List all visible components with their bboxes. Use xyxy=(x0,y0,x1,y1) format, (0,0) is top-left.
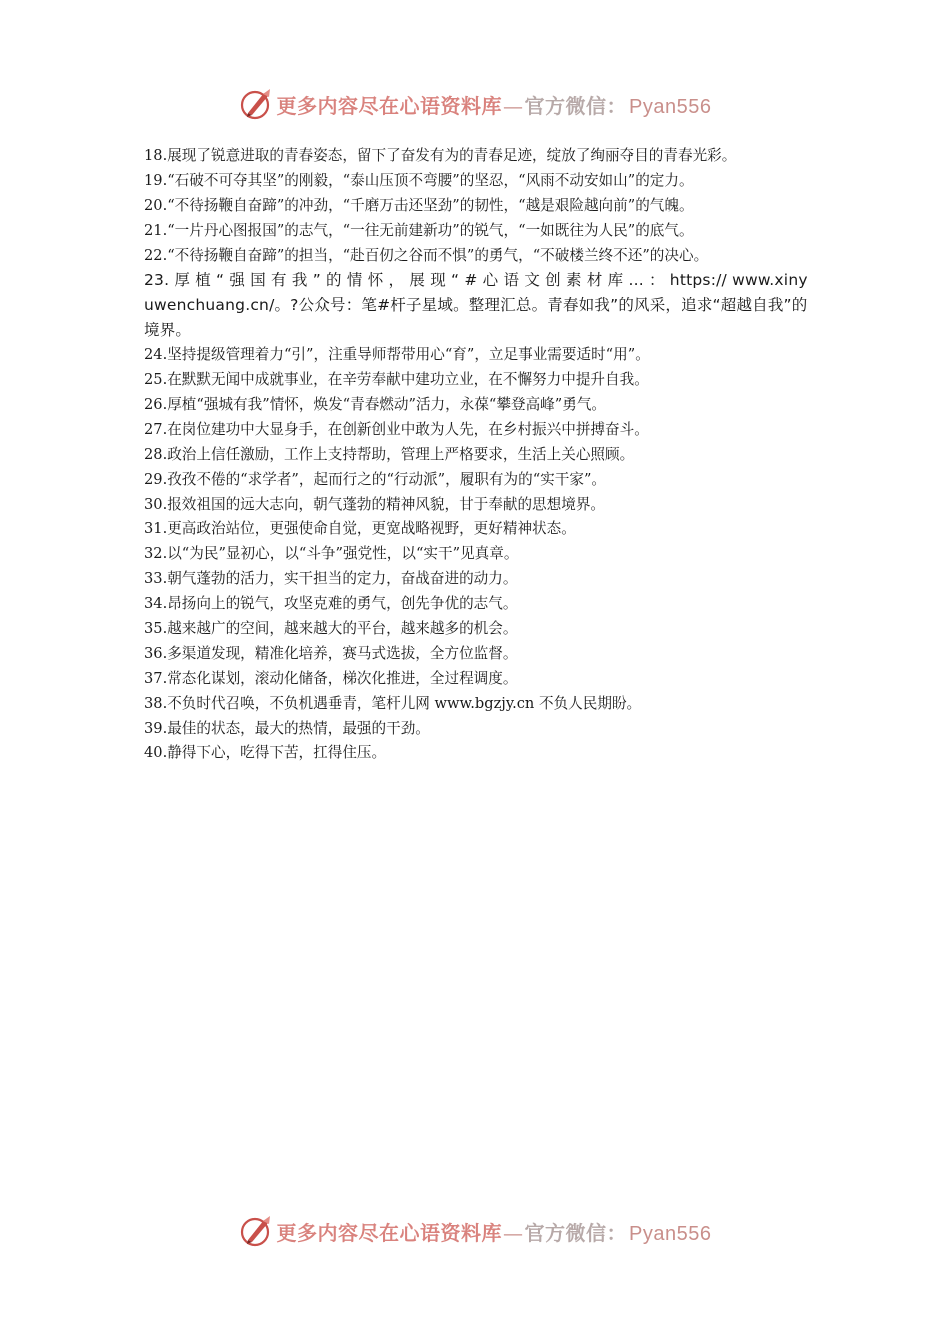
list-item-25: 25.在默默无闻中成就事业，在辛劳奉献中建功立业，在不懈努力中提升自我。 xyxy=(144,371,649,389)
list-item-30: 30.报效祖国的远大志向，朝气蓬勃的精神风貌，甘于奉献的思想境界。 xyxy=(144,495,606,513)
header-title: 更多内容尽在心语资料库 xyxy=(276,93,503,118)
header-banner xyxy=(0,82,950,126)
list-item-28: 28.政治上信任激励，工作上支持帮助，管理上严格要求，生活上关心照顾。 xyxy=(144,445,635,463)
list-item-37: 37.常态化谋划，滚动化储备，梯次化推进，全过程调度。 xyxy=(144,669,518,687)
footer-banner xyxy=(0,1209,950,1253)
document-body xyxy=(144,144,814,766)
list-item-36: 36.多渠道发现，精准化培养，赛马式选拔，全方位监督。 xyxy=(144,644,518,662)
list-item-24: 24.坚持提级管理着力“引”，注重导师帮带用心“育”，立足事业需要适时“用”。 xyxy=(144,346,650,364)
footer-dash: — xyxy=(503,1220,524,1245)
list-item-29: 29.孜孜不倦的“求学者”，起而行之的“行动派”，履职有为的“实干家”。 xyxy=(144,470,607,488)
list-item-32: 32.以“为民”显初心，以“斗争”强党性，以“实干”见真章。 xyxy=(144,545,519,563)
header-wechat-id: Pyan556 xyxy=(629,95,712,118)
footer-wechat-id: Pyan556 xyxy=(629,1222,712,1245)
list-item-31: 31.更高政治站位，更强使命自觉，更宽战略视野，更好精神状态。 xyxy=(144,520,576,538)
list-item-27: 27.在岗位建功中大显身手，在创新创业中敢为人先，在乡村振兴中拼搏奋斗。 xyxy=(144,420,649,438)
pen-logo-icon xyxy=(239,1213,275,1249)
list-item-34: 34.昂扬向上的锐气，攻坚克难的勇气，创先争优的志气。 xyxy=(144,595,518,613)
list-item-22: 22.“不待扬鞭自奋蹄”的担当，“赴百仞之谷而不惧”的勇气，“不破楼兰终不还”的决心。 xyxy=(144,246,709,264)
list-item-23: 23. 厚 植 “ 强 国 有 我 ” 的 情 怀 ， 展 现 “ # 心 语 文 创 素 材 库 ... ： https:// www.xinyuwenchuang.cn/。?公众号：笔#杆子星域。整理汇总。青春如我”的风采，追求“超越自我”的境界。 xyxy=(144,271,808,340)
list-item-40: 40.静得下心，吃得下苦，扛得住压。 xyxy=(144,744,387,762)
list-item-19: 19.“石破不可夺其坚”的刚毅，“泰山压顶不弯腰”的坚忍，“风雨不动安如山”的定力。 xyxy=(144,171,694,189)
list-item-26: 26.厚植“强城有我”情怀，焕发“青春燃动”活力，永葆“攀登高峰”勇气。 xyxy=(144,395,607,413)
list-item-35: 35.越来越广的空间，越来越大的平台，越来越多的机会。 xyxy=(144,619,518,637)
list-item-33: 33.朝气蓬勃的活力，实干担当的定力，奋战奋进的动力。 xyxy=(144,570,518,588)
header-dash: — xyxy=(503,93,524,118)
header-subtitle: 官方微信： xyxy=(524,93,628,118)
list-item-21: 21.“一片丹心图报国”的志气，“一往无前建新功”的锐气，“一如既往为人民”的底气。 xyxy=(144,221,694,239)
footer-subtitle: 官方微信： xyxy=(524,1220,628,1245)
pen-logo-icon xyxy=(239,86,275,122)
list-item-38: 38.不负时代召唤，不负机遇垂青，笔杆儿网 www.bgzjy.cn 不负人民期盼。 xyxy=(144,694,642,712)
list-item-39: 39.最佳的状态，最大的热情，最强的干劲。 xyxy=(144,719,430,737)
list-item-20: 20.“不待扬鞭自奋蹄”的冲劲，“千磨万击还坚劲”的韧性，“越是艰险越向前”的气魄。 xyxy=(144,196,694,214)
list-item-18: 18.展现了锐意进取的青春姿态，留下了奋发有为的青春足迹，绽放了绚丽夺目的青春光彩。 xyxy=(144,147,737,164)
footer-title: 更多内容尽在心语资料库 xyxy=(276,1220,503,1245)
